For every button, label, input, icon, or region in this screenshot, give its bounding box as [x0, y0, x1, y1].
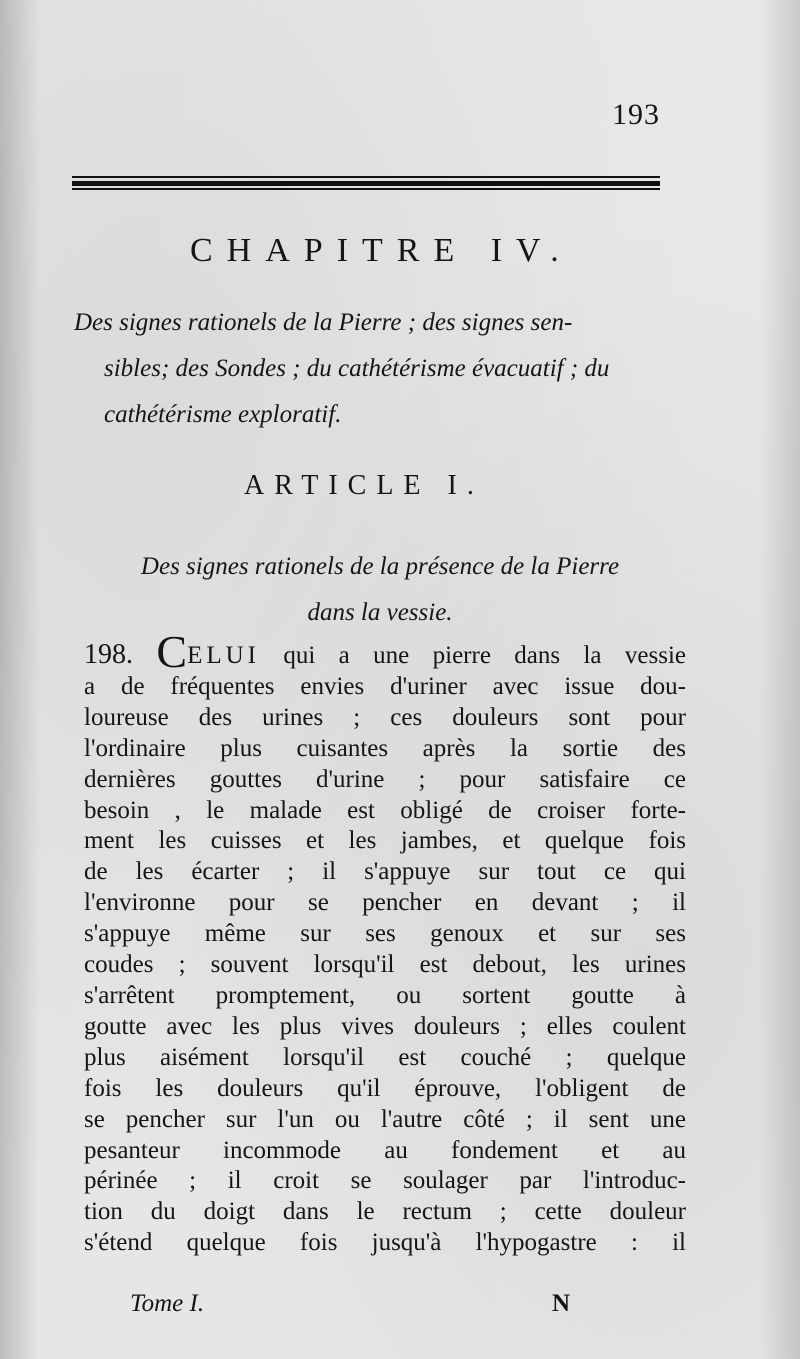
- body-paragraph: [84, 626, 686, 1259]
- header-rule: [72, 176, 660, 190]
- drop-cap: C: [156, 626, 188, 677]
- body-line: fois les douleurs qu'il éprouve, l'obligent de: [84, 1074, 686, 1102]
- page-number: 193: [612, 98, 660, 131]
- body-line: de les écarter ; il s'appuye sur tout ce qui: [84, 858, 686, 886]
- chapter-summary-line: cathétérisme exploratif.: [104, 401, 342, 428]
- body-line: périnée ; il croit se soulager par l'introduc-: [84, 1167, 686, 1195]
- article-subtitle: [76, 544, 684, 636]
- body-line: plus aisément lorsqu'il est couché ; quelque: [84, 1043, 686, 1071]
- first-word-small-caps: ELUI: [187, 642, 260, 669]
- body-line: dernières gouttes d'urine ; pour satisfaire ce: [84, 765, 686, 793]
- body-line: l'ordinaire plus cuisantes après la sortie des: [84, 734, 686, 762]
- article-subtitle-line: dans la vessie.: [307, 599, 453, 626]
- chapter-summary-line: Des signes rationels de la Pierre ; des signes sen-: [74, 309, 573, 336]
- paragraph-number: 198.: [84, 639, 133, 670]
- body-line: a de fréquentes envies d'uriner avec issue dou-: [84, 672, 686, 700]
- body-line: tion du doigt dans le rectum ; cette douleur: [84, 1198, 686, 1226]
- volume-label: Tome I.: [130, 1290, 205, 1317]
- chapter-summary-line: sibles; des Sondes ; du cathétérisme évacuatif ; du: [104, 355, 610, 382]
- body-line: se pencher sur l'un ou l'autre côté ; il sent une: [84, 1105, 686, 1133]
- article-title: ARTICLE I.: [244, 470, 484, 501]
- body-line: pesanteur incommode au fondement et au: [84, 1136, 686, 1164]
- article-subtitle-line: Des signes rationels de la présence de la Pierre: [140, 553, 620, 580]
- chapter-summary: [74, 300, 684, 438]
- body-line: s'arrêtent promptement, ou sortent goutte à: [84, 981, 686, 1009]
- body-line: ment les cuisses et les jambes, et quelque fois: [84, 827, 686, 855]
- body-line: l'environne pour se pencher en devant ; il: [84, 889, 686, 917]
- body-line: goutte avec les plus vives douleurs ; elles coulent: [84, 1012, 686, 1040]
- body-line: s'étend quelque fois jusqu'à l'hypogastre : il: [84, 1229, 686, 1257]
- body-line: qui a une pierre dans la vessie: [283, 642, 686, 669]
- body-line: loureuse des urines ; ces douleurs sont pour: [84, 703, 686, 731]
- signature-mark: N: [552, 1290, 571, 1317]
- body-line: besoin , le malade est obligé de croiser forte-: [84, 796, 686, 824]
- body-line: s'appuye même sur ses genoux et sur ses: [84, 920, 686, 948]
- body-line: coudes ; souvent lorsqu'il est debout, les urines: [84, 951, 686, 979]
- chapter-title: CHAPITRE IV.: [190, 232, 573, 269]
- body-first-line: [84, 626, 686, 677]
